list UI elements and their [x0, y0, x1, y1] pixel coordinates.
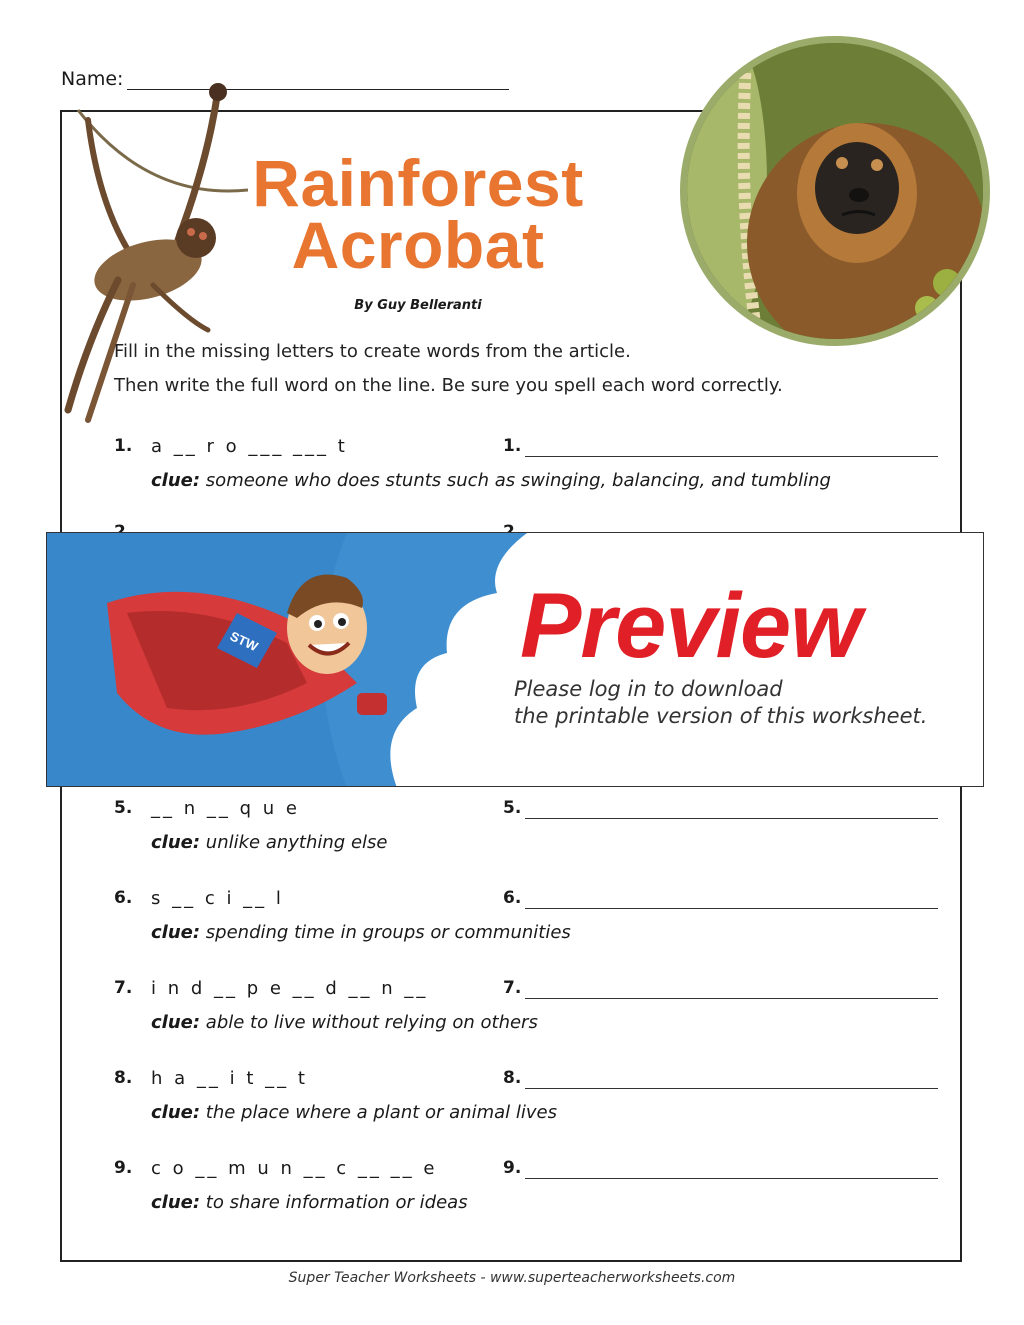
preview-subtext-line-2: the printable version of this worksheet. [514, 704, 928, 728]
clue-label: clue: [151, 470, 201, 491]
answer-number: 8. [503, 1068, 522, 1088]
instruction-line-2: Then write the full word on the line. Be sure you spell each word correctly. [114, 375, 783, 396]
clue-label: clue: [151, 1102, 201, 1123]
answer-number: 7. [503, 978, 522, 998]
clue [151, 922, 571, 943]
clue-text: able to live without relying on others [205, 1012, 538, 1033]
clue-text: unlike anything else [205, 832, 388, 853]
preview-heading: Preview [520, 575, 861, 677]
question-number: 8. [114, 1068, 133, 1088]
question-item-8 [114, 1068, 938, 1138]
clue-text: the place where a plant or animal lives [205, 1102, 557, 1123]
answer-line[interactable] [525, 818, 938, 819]
answer-line[interactable] [525, 998, 938, 999]
answer-number: 1. [503, 436, 522, 456]
clue-text: someone who does stunts such as swinging, balancing, and tumbling [205, 470, 831, 491]
answer-number: 5. [503, 798, 522, 818]
clue [151, 832, 387, 853]
missing-letters-word: h a __ i t __ t [151, 1068, 308, 1089]
answer-number: 9. [503, 1158, 522, 1178]
worksheet-title [248, 146, 588, 282]
clue [151, 1012, 538, 1033]
missing-letters-word: a __ r o ___ ___ t [151, 436, 348, 457]
question-item-6 [114, 888, 938, 958]
title-line-2: Acrobat [291, 208, 545, 282]
answer-line[interactable] [525, 908, 938, 909]
question-number: 5. [114, 798, 133, 818]
clue-label: clue: [151, 832, 201, 853]
clue-text: spending time in groups or communities [205, 922, 571, 943]
footer: Super Teacher Worksheets - www.superteacherworksheets.com [288, 1270, 736, 1286]
instruction-line-1: Fill in the missing letters to create words from the article. [114, 341, 631, 362]
clue [151, 1102, 557, 1123]
missing-letters-word: __ n __ q u e [151, 798, 300, 819]
question-item-9 [114, 1158, 938, 1228]
clue-label: clue: [151, 1192, 201, 1213]
question-number: 7. [114, 978, 133, 998]
name-label: Name: [61, 68, 124, 90]
question-number: 9. [114, 1158, 133, 1178]
clue-label: clue: [151, 1012, 201, 1033]
clue [151, 470, 831, 491]
answer-line[interactable] [525, 1178, 938, 1179]
question-number: 6. [114, 888, 133, 908]
clue-label: clue: [151, 922, 201, 943]
missing-letters-word: c o __ m u n __ c __ __ e [151, 1158, 438, 1179]
missing-letters-word: s __ c i __ l [151, 888, 284, 909]
missing-letters-word: i n d __ p e __ d __ n __ [151, 978, 429, 999]
monkey-photo [680, 36, 990, 346]
preview-subtext [514, 676, 927, 730]
clue-text: to share information or ideas [205, 1192, 468, 1213]
stw-badge-text: STW [227, 628, 261, 655]
answer-number: 6. [503, 888, 522, 908]
question-item-5 [114, 798, 938, 868]
answer-line[interactable] [525, 456, 938, 457]
question-item-7 [114, 978, 938, 1048]
answer-line[interactable] [525, 1088, 938, 1089]
clue [151, 1192, 468, 1213]
preview-subtext-line-1: Please log in to download [514, 677, 783, 701]
title-line-1: Rainforest [252, 146, 584, 220]
byline: By Guy Belleranti [354, 298, 482, 313]
question-number: 1. [114, 436, 133, 456]
question-item-1 [114, 436, 938, 506]
